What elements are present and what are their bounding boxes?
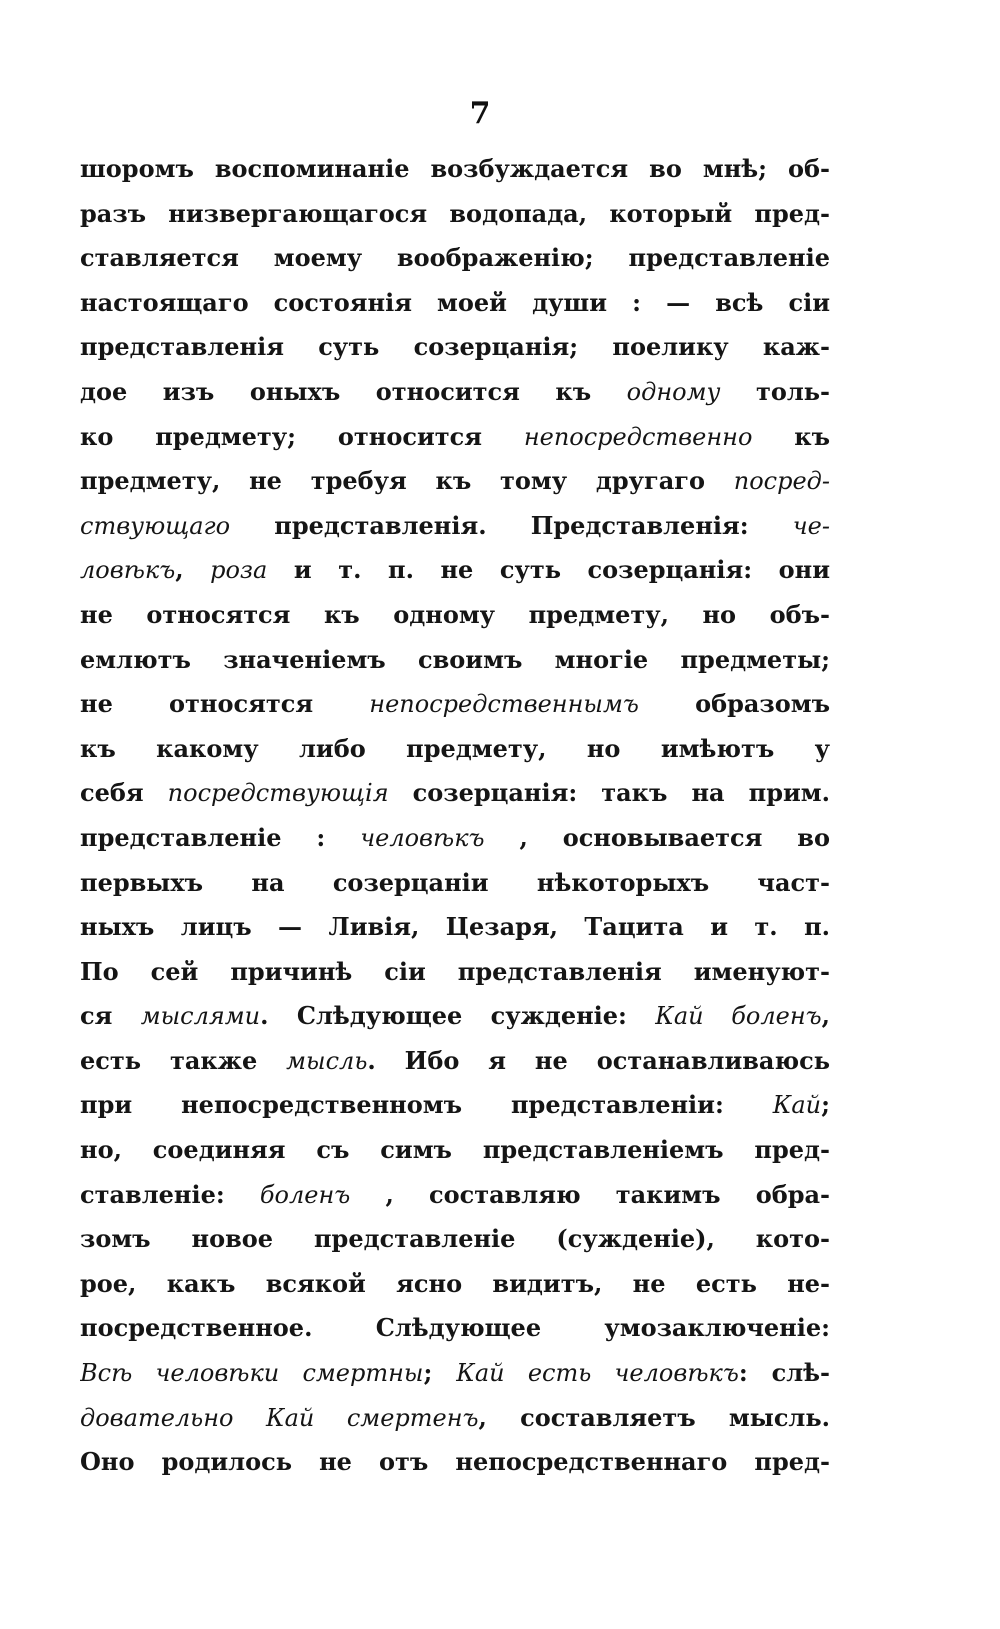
text-segment: къ какому либо предмету, но имѣютъ у bbox=[80, 733, 830, 763]
text-line bbox=[80, 1306, 830, 1351]
italic-text: довательно Кай смертенъ bbox=[80, 1403, 479, 1432]
text-line bbox=[80, 504, 830, 549]
text-segment: посредственное. Слѣдующее умозаключеніе: bbox=[80, 1313, 830, 1343]
italic-text: че- bbox=[792, 511, 830, 540]
text-line bbox=[80, 1217, 830, 1262]
italic-text: человѣкъ bbox=[360, 823, 485, 852]
text-segment: при непосредственномъ представленіи: bbox=[80, 1090, 773, 1120]
text-segment: созерцанія: такъ на прим. bbox=[388, 778, 830, 808]
italic-text: непосредственнымъ bbox=[369, 690, 639, 719]
text-segment: не относятся къ одному предмету, но объ- bbox=[80, 599, 830, 629]
text-line bbox=[80, 1262, 830, 1307]
italic-text: посредствующія bbox=[167, 779, 389, 808]
text-segment: представленія. Представленія: bbox=[230, 510, 793, 540]
text-segment: настоящаго состоянія моей души : — всѣ сіи bbox=[80, 287, 830, 317]
text-segment: есть также bbox=[80, 1045, 287, 1075]
text-line bbox=[80, 147, 830, 192]
italic-text: одному bbox=[626, 377, 721, 406]
text-line bbox=[80, 950, 830, 995]
text-line bbox=[80, 370, 830, 415]
text-segment: ко предмету; относится bbox=[80, 421, 524, 451]
italic-text: Всѣ человѣки смертны bbox=[80, 1359, 424, 1388]
text-line bbox=[80, 1351, 830, 1396]
text-segment: образомъ bbox=[638, 689, 830, 719]
text-line bbox=[80, 593, 830, 638]
text-line bbox=[80, 638, 830, 683]
text-line bbox=[80, 905, 830, 950]
text-segment: толь- bbox=[720, 376, 830, 406]
text-line bbox=[80, 281, 830, 326]
text-segment: себя bbox=[80, 778, 168, 808]
page-number: 7 bbox=[469, 96, 491, 131]
text-segment: къ bbox=[752, 421, 830, 451]
text-segment: , составляю такимъ обра- bbox=[350, 1179, 830, 1209]
italic-text: роза bbox=[210, 556, 268, 585]
text-segment: , bbox=[175, 555, 211, 585]
text-segment: шоромъ воспоминаніе возбуждается во мнѣ; об- bbox=[80, 154, 830, 183]
text-line bbox=[80, 1396, 830, 1441]
text-segment: , основывается во bbox=[484, 822, 830, 852]
text-line bbox=[80, 1128, 830, 1173]
text-line bbox=[80, 727, 830, 772]
text-segment: ; bbox=[423, 1358, 457, 1388]
body-text bbox=[80, 147, 830, 1485]
text-line bbox=[80, 994, 830, 1039]
text-line bbox=[80, 236, 830, 281]
text-segment: Оно родилось не отъ непосредственнаго пред- bbox=[80, 1447, 830, 1477]
text-segment: По сей причинѣ сіи представленія именуют- bbox=[80, 956, 830, 986]
text-segment: не относятся bbox=[80, 689, 370, 719]
text-segment: и т. п. не суть созерцанія: они bbox=[267, 555, 830, 585]
text-segment: представленіе : bbox=[80, 822, 361, 852]
text-line bbox=[80, 1039, 830, 1084]
text-segment: разъ низвергающагося водопада, который пред- bbox=[80, 198, 830, 228]
text-segment: ся bbox=[80, 1001, 141, 1031]
text-segment: предмету, не требуя къ тому другаго bbox=[80, 466, 734, 496]
italic-text: мысль bbox=[286, 1046, 368, 1075]
text-line bbox=[80, 682, 830, 727]
text-line bbox=[80, 861, 830, 906]
text-line bbox=[80, 1440, 830, 1485]
text-segment: зомъ новое представленіе (сужденіе), кото- bbox=[80, 1224, 830, 1254]
text-line bbox=[80, 459, 830, 504]
text-segment: ныхъ лицъ — Ливія, Цезаря, Тацита и т. п. bbox=[80, 912, 830, 942]
text-segment: : слѣ- bbox=[738, 1358, 830, 1388]
text-segment: но, соединяя съ симъ представленіемъ пред- bbox=[80, 1135, 830, 1165]
text-line bbox=[80, 816, 830, 861]
italic-text: Кай боленъ bbox=[655, 1002, 822, 1031]
text-line bbox=[80, 1083, 830, 1128]
italic-text: ловѣкъ bbox=[80, 556, 176, 585]
text-segment: ; bbox=[821, 1090, 830, 1120]
text-line bbox=[80, 415, 830, 460]
text-line bbox=[80, 771, 830, 816]
italic-text: ствующаго bbox=[80, 511, 231, 540]
text-segment: ставляется моему воображенію; представленіе bbox=[80, 243, 830, 273]
text-line bbox=[80, 1173, 830, 1218]
italic-text: Кай bbox=[772, 1091, 822, 1120]
italic-text: непосредственно bbox=[523, 422, 753, 451]
text-line bbox=[80, 192, 830, 237]
text-segment: представленія суть созерцанія; поелику каж- bbox=[80, 332, 830, 362]
text-segment: емлютъ значеніемъ своимъ многіе предметы; bbox=[80, 644, 830, 674]
text-segment: . Ибо я не останавливаюсь bbox=[367, 1045, 830, 1075]
italic-text: Кай есть человѣкъ bbox=[456, 1359, 739, 1388]
text-segment: , bbox=[821, 1001, 830, 1031]
italic-text: мыслями bbox=[140, 1002, 261, 1031]
italic-text: боленъ bbox=[259, 1180, 351, 1209]
text-line bbox=[80, 548, 830, 593]
text-segment: первыхъ на созерцаніи нѣкоторыхъ част- bbox=[80, 867, 830, 897]
text-segment: . Слѣдующее сужденіе: bbox=[260, 1001, 656, 1031]
text-segment: дое изъ оныхъ относится къ bbox=[80, 376, 627, 406]
text-line bbox=[80, 325, 830, 370]
text-segment: рое, какъ всякой ясно видитъ, не есть не- bbox=[80, 1268, 830, 1298]
italic-text: посред- bbox=[733, 467, 830, 496]
text-segment: , составляетъ мысль. bbox=[478, 1402, 830, 1432]
text-segment: ставленіе: bbox=[80, 1179, 260, 1209]
